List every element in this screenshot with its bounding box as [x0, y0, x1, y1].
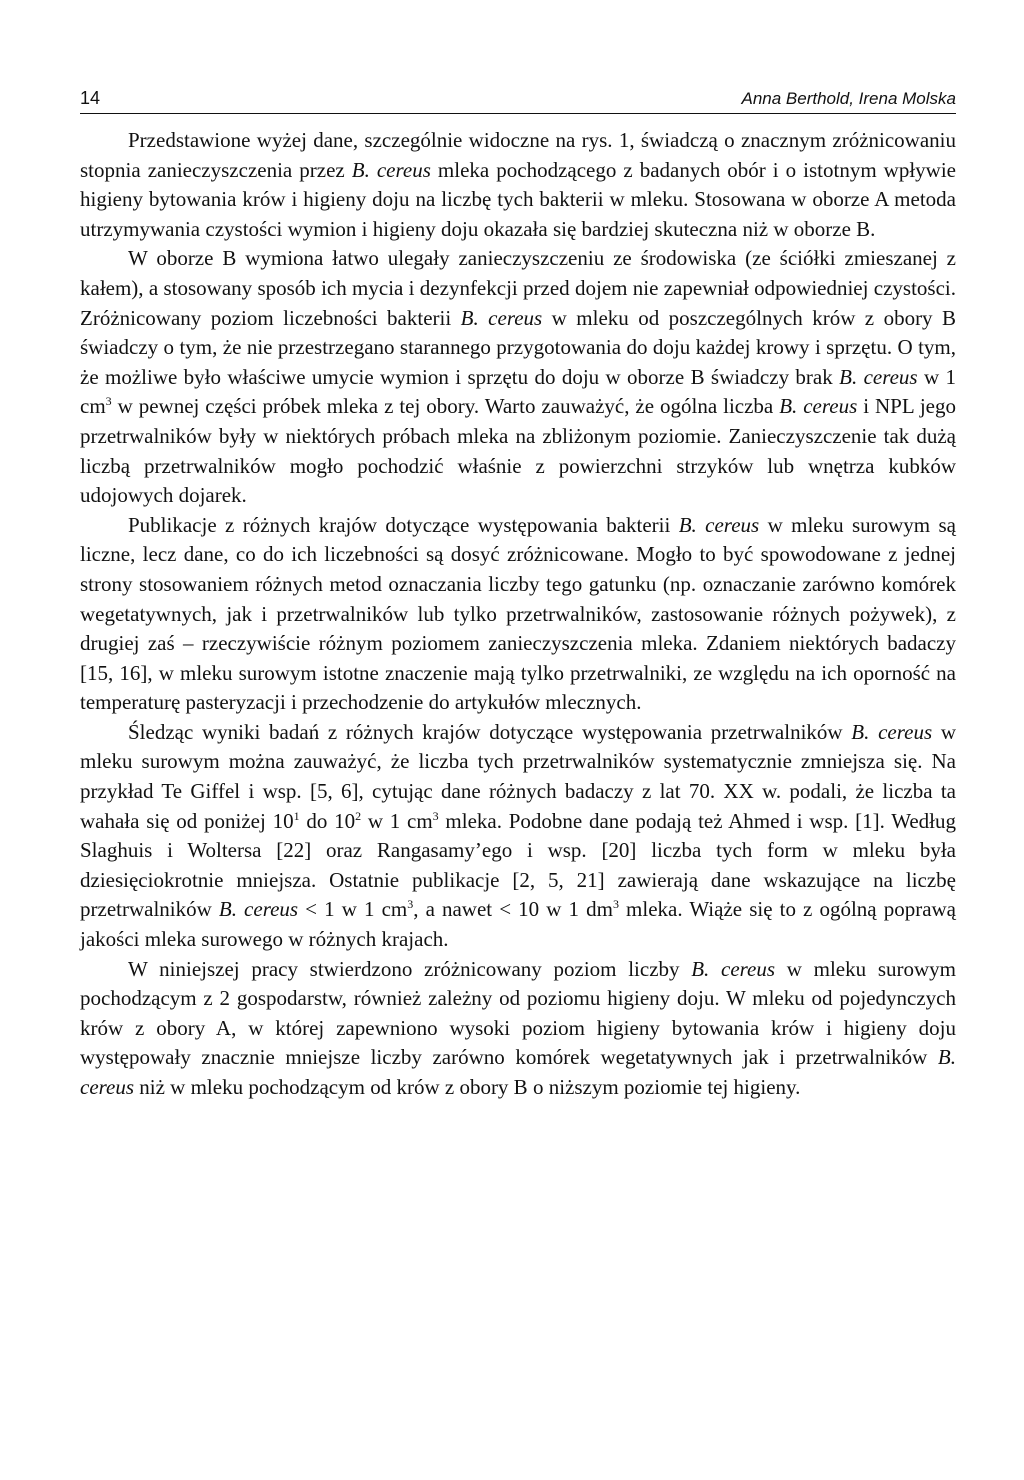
body-text [80, 126, 956, 1103]
species-name: B. cereus [779, 394, 858, 419]
species-name: B. cereus [678, 512, 760, 537]
species-name: B. cereus [839, 364, 918, 389]
species-name: B. cereus [80, 1045, 956, 1099]
species-name: B. cereus [851, 719, 933, 744]
superscript: 3 [432, 808, 439, 823]
superscript: 1 [293, 808, 300, 823]
paragraph-3: Publikacje z różnych krajów dotyczące występowania bakterii B. cereus w mleku surowym są liczne, lecz dane, co do ich liczebności są dosyć zróżnicowane. Mogło to być spowodowane z jednej strony stosowaniem różnych metod oznaczania liczby tego gatunku (np. oznaczanie zarówno komórek wegetatywnych, jak i przetrwalników lub tylko przetrwalników, zastosowanie różnych pożywek), z drugiej zaś – rzeczywiście różnym poziomem zanieczyszczenia mleka. Zdaniem niektórych badaczy [15, 16], w mleku surowym istotne znaczenie mają tylko przetrwalniki, ze względu na ich oporność na temperaturę pasteryzacji i przechodzenie do artykułów mlecznych. [80, 512, 956, 715]
species-name: B. cereus [351, 157, 431, 182]
page-number: 14 [80, 88, 101, 108]
paragraph-4: Śledząc wyniki badań z różnych krajów dotyczące występowania przetrwalników B. cereus w mleku surowym można zauważyć, że liczba tych przetrwalników systematycznie zmniejsza się. Na przykład Te Giffel i wsp. [5, 6], cytując dane różnych badaczy z lat 70. XX w. podali, że liczba ta wahała się od poniżej $10^1$ do $10^2$ w 1 $cm^3$ mleka. Podobne dane podają też Ahmed i wsp. [1]. Według Slaghuis i Woltersa [22] oraz Rangasamy’ego i wsp. [20] liczba tych form w mleku była dziesięciokrotnie mniejsza. Ostatnie publikacje [2, 5, 21] zawierają dane wskazujące na liczbę przetrwalników B. cereus < 1 w 1 $cm^3$, a nawet < 10 w 1 $dm^3$ mleka. Wiąże się to z ogólną poprawą jakości mleka surowego w różnych krajach. [80, 719, 957, 952]
journal-page [80, 88, 956, 1103]
species-name: B. cereus [460, 305, 543, 330]
superscript: 2 [355, 808, 362, 823]
species-name: B. cereus [691, 956, 776, 981]
paragraph-2: W oborze B wymiona łatwo ulegały zanieczyszczeniu ze środowiska (ze ściółki zmieszanej z kałem), a stosowany sposób ich mycia i dezynfekcji przed dojem nie zapewniał odpowiedniej czystości. Zróżnicowany poziom liczebności bakterii B. cereus w mleku od poszczególnych krów z obory B świadczy o tym, że nie przestrzegano starannego przygotowania do doju każdej krowy i sprzętu. O tym, że możliwe było właściwe umycie wymion i sprzętu do doju w oborze B świadczy brak B. cereus w 1 $cm^3$ w pewnej części próbek mleka z tej obory. Warto zauważyć, że ogólna liczba B. cereus i NPL jego przetrwalników były w niektórych próbach mleka na zbliżonym poziomie. Zanieczyszczenie tak dużą liczbą przetrwalników mogło pochodzić właśnie z powierzchni strzyków lub wnętrza kubków udojowych dojarek. [80, 246, 957, 508]
paragraph-1: Przedstawione wyżej dane, szczególnie widoczne na rys. 1, świadczą o znacznym zróżnicowaniu stopnia zanieczyszczenia przez B. cereus mleka pochodzącego z badanych obór i o istotnym wpływie higieny bytowania krów i higieny doju na liczbę tych bakterii w mleku. Stosowana w oborze A metoda utrzymywania czystości wymion i higieny doju okazała się bardziej skuteczna niż w oborze B. [80, 128, 956, 241]
superscript: 3 [612, 897, 619, 912]
paragraph-5: W niniejszej pracy stwierdzono zróżnicowany poziom liczby B. cereus w mleku surowym pochodzącym z 2 gospodarstw, również zależny od poziomu higieny doju. W mleku od pojedynczych krów z obory A, w której zapewniono wysoki poziom higieny bytowania krów i higieny doju występowały znacznie mniejsze liczby zarówno komórek wegetatywnych jak i przetrwalników B. cereus niż w mleku pochodzącym od krów z obory B o niższym poziomie tej higieny. [80, 956, 956, 1099]
running-authors: Anna Berthold, Irena Molska [741, 89, 956, 108]
superscript: 3 [105, 394, 112, 409]
running-header [80, 88, 956, 114]
superscript: 3 [407, 897, 414, 912]
species-name: B. cereus [218, 897, 299, 922]
